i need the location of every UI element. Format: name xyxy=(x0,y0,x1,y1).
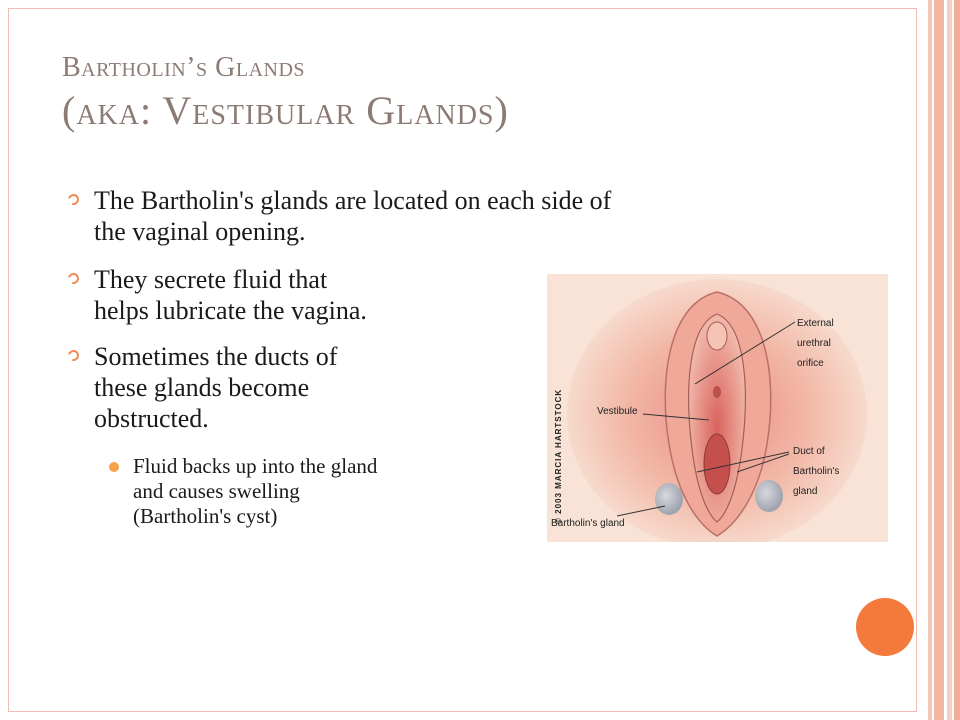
label-gland: gland xyxy=(793,486,818,497)
bullet-3-line-1: Sometimes the ducts of xyxy=(94,342,338,371)
bullet-2 xyxy=(94,264,367,326)
bullet-1-line-1: The Bartholin's glands are located on each side of xyxy=(94,186,612,215)
bullet-1 xyxy=(94,185,611,247)
label-vestibule: Vestibule xyxy=(597,406,638,417)
decorative-stripes xyxy=(928,0,960,720)
bullet-3-line-2: these glands become xyxy=(94,373,310,402)
bullet-2-line-2: helps lubricate the vagina. xyxy=(94,296,367,325)
sub-bullet xyxy=(133,454,377,529)
label-orifice: orifice xyxy=(797,358,824,369)
title-line-1: Bartholin’s Glands xyxy=(62,52,306,83)
sub-bullet-dot-icon xyxy=(109,462,119,472)
bullet-3 xyxy=(94,341,337,434)
bullet-2-line-1: They secrete fluid that xyxy=(94,265,328,294)
sub-bullet-line-2: and causes swelling xyxy=(133,479,300,503)
label-external: External xyxy=(797,318,834,329)
bullet-3-line-3: obstructed. xyxy=(94,404,209,433)
sub-bullet-line-1: Fluid backs up into the gland xyxy=(133,454,378,478)
slide-title xyxy=(62,50,509,136)
label-urethral: urethral xyxy=(797,338,831,349)
figure-copyright: © 2003 MARCIA HARTSTOCK xyxy=(554,388,563,524)
bullet-1-line-2: the vaginal opening. xyxy=(94,217,306,246)
title-line-2: (aka: Vestibular Glands) xyxy=(62,88,509,133)
label-bartholins-gland: Bartholin's gland xyxy=(551,518,625,529)
label-bartholins: Bartholin's xyxy=(793,466,840,477)
anatomy-illustration xyxy=(547,274,888,542)
label-duct-of: Duct of xyxy=(793,446,825,457)
sub-bullet-line-3: (Bartholin's cyst) xyxy=(133,504,278,528)
decorative-orange-circle xyxy=(856,598,914,656)
